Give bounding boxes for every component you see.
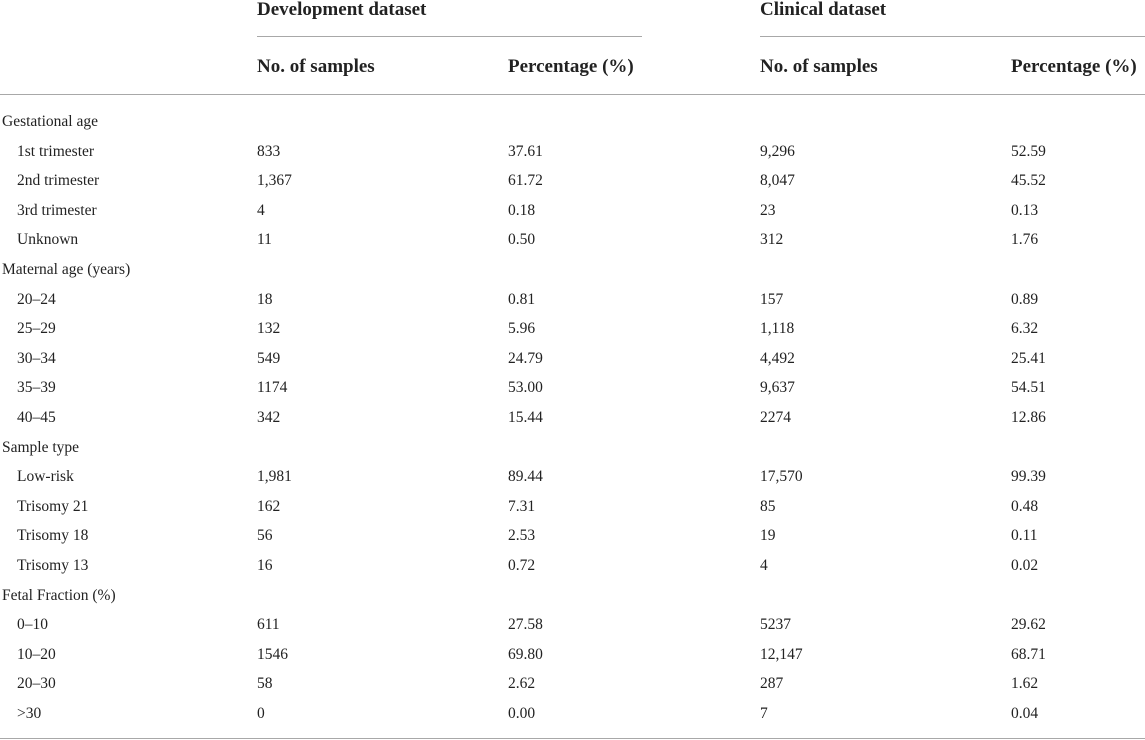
clin-samples-cell: 85	[760, 497, 776, 515]
clin-samples-column-header: No. of samples	[760, 56, 878, 77]
table-row	[0, 285, 1145, 315]
clin-samples-cell: 17,570	[760, 468, 803, 486]
table-row	[0, 314, 1145, 344]
table-row	[0, 699, 1145, 729]
clinical-group-rule	[760, 36, 1145, 37]
clin-samples-cell: 12,147	[760, 645, 803, 663]
row-label: >30	[17, 704, 42, 722]
row-label: 25–29	[17, 320, 56, 338]
clin-percentage-cell: 0.13	[1011, 201, 1039, 219]
header-bottom-rule	[0, 94, 1145, 95]
dev-samples-cell: 56	[257, 527, 273, 545]
clin-samples-cell: 8,047	[760, 172, 795, 190]
dev-samples-cell: 1,981	[257, 468, 292, 486]
dev-samples-cell: 1174	[257, 379, 288, 397]
clin-percentage-cell: 54.51	[1011, 379, 1046, 397]
dev-percentage-cell: 5.96	[508, 320, 536, 338]
row-label: Low-risk	[17, 468, 74, 486]
dev-samples-cell: 1,367	[257, 172, 292, 190]
dev-percentage-cell: 0.50	[508, 231, 536, 249]
dev-percentage-cell: 37.61	[508, 142, 543, 160]
dev-samples-cell: 549	[257, 349, 281, 367]
table-row	[0, 344, 1145, 374]
dev-samples-cell: 611	[257, 616, 280, 634]
row-label: 20–24	[17, 290, 56, 308]
table-row	[0, 255, 1145, 285]
row-label: 2nd trimester	[17, 172, 100, 190]
clin-percentage-cell: 0.04	[1011, 704, 1039, 722]
table-row	[0, 403, 1145, 433]
table-row	[0, 551, 1145, 581]
dev-samples-column-header: No. of samples	[257, 56, 375, 77]
clin-percentage-cell: 0.11	[1011, 527, 1038, 545]
row-label: 35–39	[17, 379, 56, 397]
table-row	[0, 521, 1145, 551]
clin-percentage-cell: 12.86	[1011, 408, 1046, 426]
dev-samples-cell: 58	[257, 675, 273, 693]
dev-samples-cell: 0	[257, 704, 265, 722]
dev-samples-cell: 18	[257, 290, 273, 308]
dev-percentage-cell: 0.81	[508, 290, 536, 308]
table-row	[0, 492, 1145, 522]
clin-percentage-cell: 45.52	[1011, 172, 1046, 190]
row-label: Trisomy 21	[17, 497, 89, 515]
category-label: Fetal Fraction (%)	[2, 586, 116, 604]
dev-percentage-cell: 7.31	[508, 497, 536, 515]
clin-samples-cell: 9,296	[760, 142, 795, 160]
clinical-dataset-header: Clinical dataset	[760, 0, 887, 20]
dev-samples-cell: 342	[257, 408, 281, 426]
clin-samples-cell: 19	[760, 527, 776, 545]
clin-percentage-cell: 68.71	[1011, 645, 1046, 663]
dev-percentage-cell: 0.72	[508, 556, 536, 574]
row-label: Unknown	[17, 231, 79, 249]
table-body	[0, 107, 1145, 728]
dev-samples-cell: 833	[257, 142, 281, 160]
clin-percentage-cell: 1.62	[1011, 675, 1039, 693]
dev-percentage-cell: 0.18	[508, 201, 536, 219]
clin-percentage-cell: 0.02	[1011, 556, 1039, 574]
dev-samples-cell: 4	[257, 201, 265, 219]
table-row	[0, 225, 1145, 255]
dev-samples-cell: 16	[257, 556, 273, 574]
dev-percentage-cell: 61.72	[508, 172, 543, 190]
clin-samples-cell: 287	[760, 675, 784, 693]
category-label: Maternal age (years)	[2, 260, 131, 278]
dev-percentage-column-header: Percentage (%)	[508, 56, 634, 77]
clin-samples-cell: 157	[760, 290, 784, 308]
row-label: Trisomy 13	[17, 556, 89, 574]
dev-percentage-cell: 53.00	[508, 379, 543, 397]
row-label: 40–45	[17, 408, 56, 426]
table-row	[0, 373, 1145, 403]
table-bottom-rule	[0, 738, 1145, 739]
table-row	[0, 137, 1145, 167]
dev-samples-cell: 132	[257, 320, 281, 338]
dev-percentage-cell: 2.53	[508, 527, 536, 545]
clin-percentage-cell: 25.41	[1011, 349, 1046, 367]
dev-samples-cell: 162	[257, 497, 281, 515]
dev-samples-cell: 1546	[257, 645, 288, 663]
table-row	[0, 433, 1145, 463]
dev-percentage-cell: 2.62	[508, 675, 536, 693]
dev-samples-cell: 11	[257, 231, 272, 249]
clin-percentage-column-header: Percentage (%)	[1011, 56, 1137, 77]
row-label: 3rd trimester	[17, 201, 97, 219]
table-row	[0, 196, 1145, 226]
clin-samples-cell: 312	[760, 231, 784, 249]
clin-samples-cell: 4	[760, 556, 768, 574]
development-dataset-header: Development dataset	[257, 0, 427, 20]
clin-samples-cell: 23	[760, 201, 776, 219]
clin-samples-cell: 7	[760, 704, 768, 722]
table-row	[0, 669, 1145, 699]
table-row	[0, 462, 1145, 492]
row-label: 0–10	[17, 616, 48, 634]
table-row	[0, 166, 1145, 196]
clin-percentage-cell: 99.39	[1011, 468, 1046, 486]
development-group-rule	[257, 36, 642, 37]
row-label: 20–30	[17, 675, 56, 693]
dev-percentage-cell: 89.44	[508, 468, 543, 486]
clin-samples-cell: 5237	[760, 616, 791, 634]
clin-samples-cell: 1,118	[760, 320, 795, 338]
clin-samples-cell: 2274	[760, 408, 791, 426]
table-row	[0, 610, 1145, 640]
clin-percentage-cell: 0.48	[1011, 497, 1039, 515]
category-label: Sample type	[2, 438, 80, 456]
table-row	[0, 107, 1145, 137]
clin-samples-cell: 4,492	[760, 349, 795, 367]
clin-percentage-cell: 52.59	[1011, 142, 1046, 160]
dev-percentage-cell: 24.79	[508, 349, 543, 367]
dev-percentage-cell: 27.58	[508, 616, 543, 634]
clin-percentage-cell: 6.32	[1011, 320, 1039, 338]
row-label: 30–34	[17, 349, 56, 367]
clin-percentage-cell: 0.89	[1011, 290, 1039, 308]
clin-samples-cell: 9,637	[760, 379, 795, 397]
table-row	[0, 581, 1145, 611]
dev-percentage-cell: 15.44	[508, 408, 543, 426]
dev-percentage-cell: 69.80	[508, 645, 543, 663]
dev-percentage-cell: 0.00	[508, 704, 536, 722]
clin-percentage-cell: 29.62	[1011, 616, 1046, 634]
row-label: Trisomy 18	[17, 527, 89, 545]
category-label: Gestational age	[2, 113, 98, 130]
row-label: 1st trimester	[17, 142, 95, 160]
table-row	[0, 640, 1145, 670]
row-label: 10–20	[17, 645, 56, 663]
clin-percentage-cell: 1.76	[1011, 231, 1039, 249]
